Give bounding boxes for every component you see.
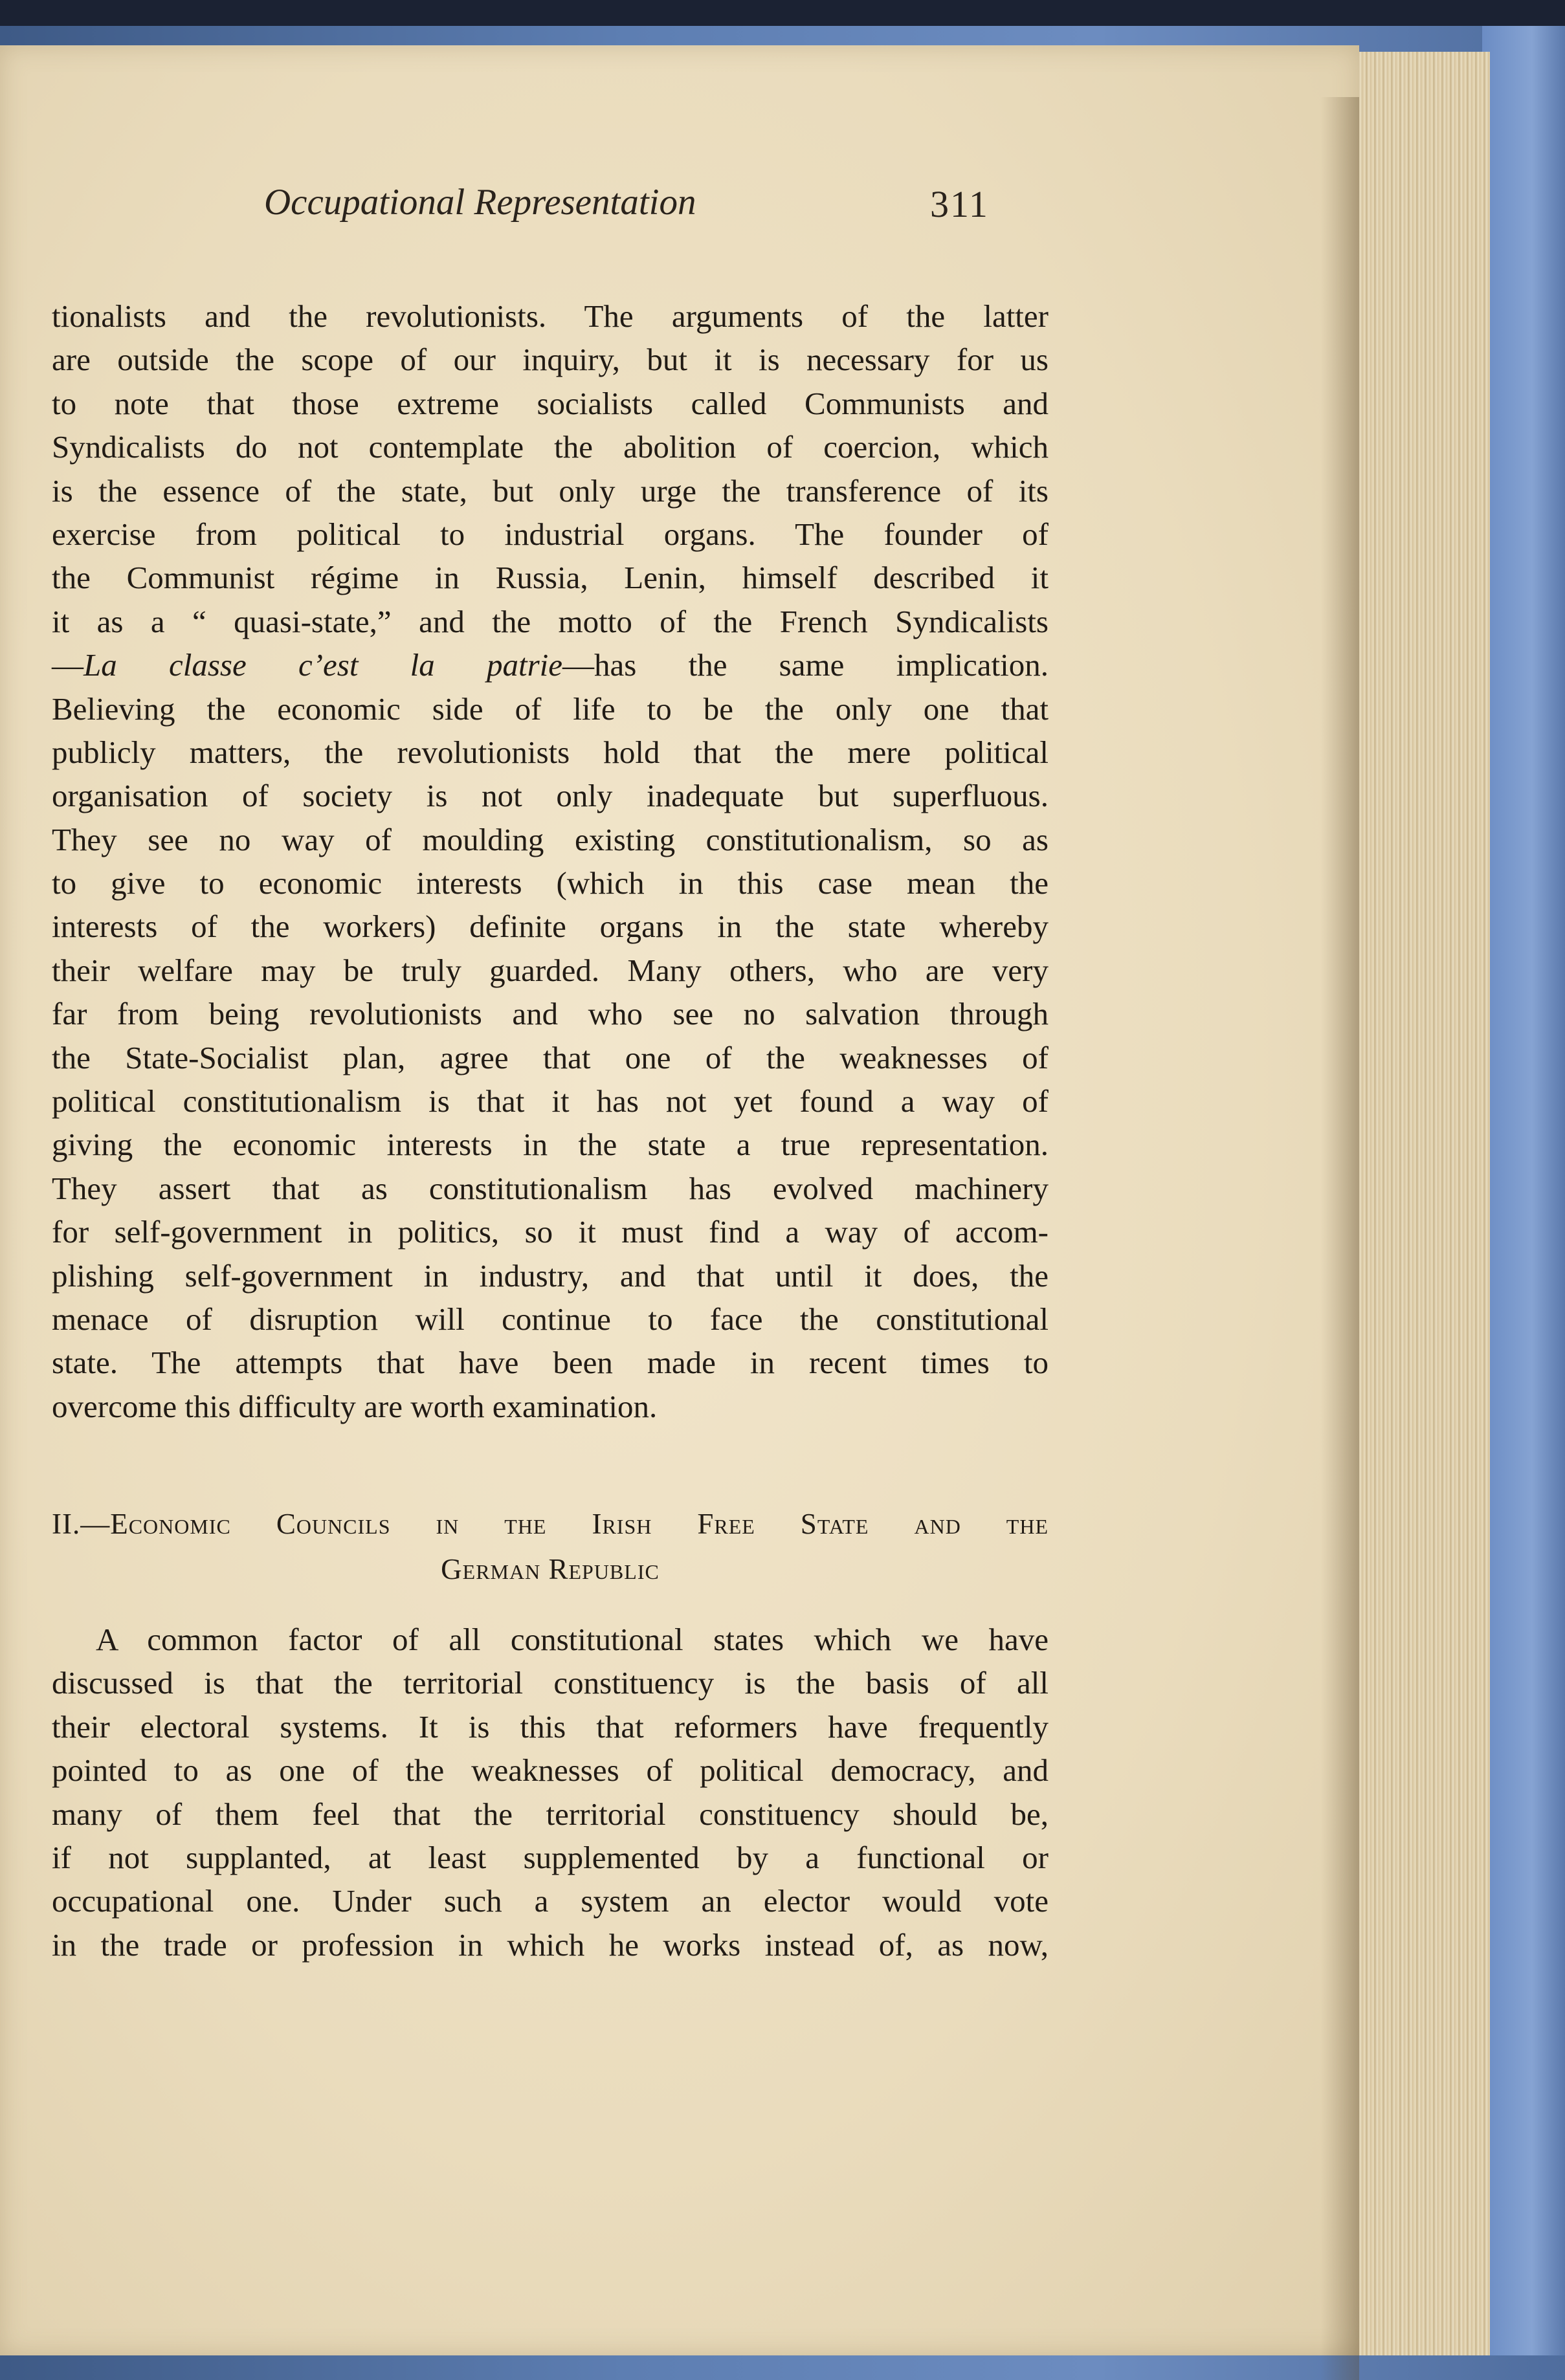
text-line: organisation of society is not only inadequate but superfluous.: [52, 778, 1049, 814]
text-line: to note that those extreme socialists called Communists and: [52, 385, 1049, 421]
text-line: pointed to as one of the weaknesses of political democracy, and: [52, 1752, 1049, 1789]
text-line-with-italic: [52, 643, 1049, 687]
text-line: if not supplanted, at least supplemented by a functional or: [52, 1839, 1049, 1875]
text-line: is the essence of the state, but only urge the transference of its: [52, 472, 1049, 509]
text-line: state. The attempts that have been made in recent times to: [52, 1345, 1049, 1381]
text-line: They assert that as constitutionalism has evolved machinery: [52, 1170, 1049, 1206]
paragraph-1: [52, 294, 1049, 1428]
text-line: overcome this difficulty are worth examination.: [52, 1388, 658, 1424]
text-line: They see no way of moulding existing constitutionalism, so as: [52, 821, 1049, 857]
text-line: to give to economic interests (which in this case mean the: [52, 865, 1049, 901]
text-line: their electoral systems. It is this that reformers have frequently: [52, 1708, 1049, 1745]
text-line: political constitutionalism is that it has not yet found a way of: [52, 1083, 1049, 1119]
text-line: it as a “ quasi-state,” and the motto of the French Syndicalists: [52, 603, 1049, 639]
dash-prefix: —: [52, 647, 83, 683]
text-line: the State-Socialist plan, agree that one of the weaknesses of: [52, 1039, 1049, 1075]
paragraph-2: [52, 1618, 1049, 1967]
page-edges: [1353, 52, 1490, 2355]
text-line: exercise from political to industrial organs. The founder of: [52, 516, 1049, 552]
book-cover-edge: [1482, 26, 1565, 2355]
text-line: many of them feel that the territorial constituency should be,: [52, 1796, 1049, 1832]
section-heading: [52, 1501, 1049, 1592]
text-line: occupational one. Under such a system an elector would vote: [52, 1883, 1049, 1919]
text-line: their welfare may be truly guarded. Many others, who are very: [52, 952, 1049, 988]
text-line: in the trade or profession in which he works instead of, as now,: [52, 1926, 1049, 1963]
text-line: are outside the scope of our inquiry, but it is necessary for us: [52, 342, 1049, 378]
text-line: giving the economic interests in the state a true representation.: [52, 1127, 1049, 1163]
text-line: for self-government in politics, so it must find a way of accom-: [52, 1214, 1049, 1250]
book-page: [0, 45, 1359, 2355]
text-line: Believing the economic side of life to be the only one that: [52, 690, 1049, 727]
text-line: publicly matters, the revolutionists hold that the mere political: [52, 734, 1049, 770]
text-line: menace of disruption will continue to face the constitutional: [52, 1301, 1049, 1337]
text-line: tionalists and the revolutionists. The arguments of the latter: [52, 298, 1049, 334]
text-line: A common factor of all constitutional states which we have: [96, 1622, 1049, 1657]
text-line: plishing self-government in industry, and that until it does, the: [52, 1257, 1049, 1294]
section-heading-line-2: German Republic: [441, 1553, 660, 1585]
running-title: Occupational Representation: [264, 182, 696, 223]
line-suffix: —has the same implication.: [562, 647, 1049, 683]
text-line: discussed is that the territorial constituency is the basis of all: [52, 1665, 1049, 1701]
text-line: interests of the workers) definite organs in the state whereby: [52, 909, 1049, 945]
page-number: 311: [930, 183, 989, 225]
text-line: far from being revolutionists and who see no salvation through: [52, 996, 1049, 1032]
text-line: the Communist régime in Russia, Lenin, himself described it: [52, 560, 1049, 596]
section-heading-line-1: II.—Economic Councils in the Irish Free State and the: [52, 1508, 1049, 1540]
text-line: Syndicalists do not contemplate the abolition of coercion, which: [52, 429, 1049, 465]
page-gutter-shadow: [1320, 97, 1359, 2380]
italic-motto: La classe c’est la patrie: [83, 647, 563, 683]
